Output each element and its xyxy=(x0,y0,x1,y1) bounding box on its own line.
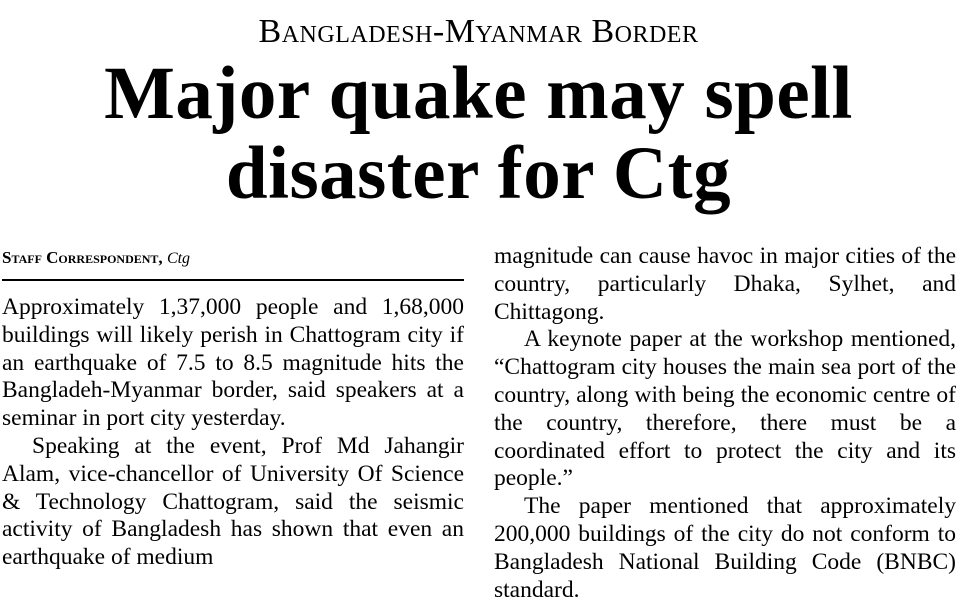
paragraph-3: A keynote paper at the workshop mentioned, “Chattogram city houses the main sea port of the country, along with being the economic centre of the country, therefore, there must be a coordinated effort to protect the city and its people.” xyxy=(494,326,956,492)
section-kicker: Bangladesh-Myanmar Border xyxy=(258,13,699,50)
byline-author: Staff Correspondent, xyxy=(2,248,163,267)
article-column-left xyxy=(2,294,464,572)
headline xyxy=(0,54,957,214)
article-column-right xyxy=(494,243,956,604)
paragraph-2-continued: magnitude can cause havoc in major cities of the country, particularly Dhaka, Sylhet, and Chittagong. xyxy=(494,243,956,325)
paragraph-1: Approximately 1,37,000 people and 1,68,000 buildings will likely perish in Chattogram city if an earthquake of 7.5 to 8.5 magnitude hits the Bangladeh-Myanmar border, said speakers at a seminar in port city yesterday. xyxy=(2,294,464,432)
headline-line-2: disaster for Ctg xyxy=(225,132,732,215)
paragraph-4: The paper mentioned that approximately 200,000 buildings of the city do not conform to Bangladesh National Building Code (BNBC) standard. xyxy=(494,493,956,603)
byline-place: Ctg xyxy=(166,250,191,267)
headline-line-1: Major quake may spell xyxy=(104,52,853,135)
paragraph-2: Speaking at the event, Prof Md Jahangir Alam, vice-chancellor of University Of Science & Technology Chattogram, said the seismic activity of Bangladesh has shown that even an earthquake of medium xyxy=(2,432,464,571)
byline-divider xyxy=(2,279,464,281)
byline xyxy=(2,247,464,270)
